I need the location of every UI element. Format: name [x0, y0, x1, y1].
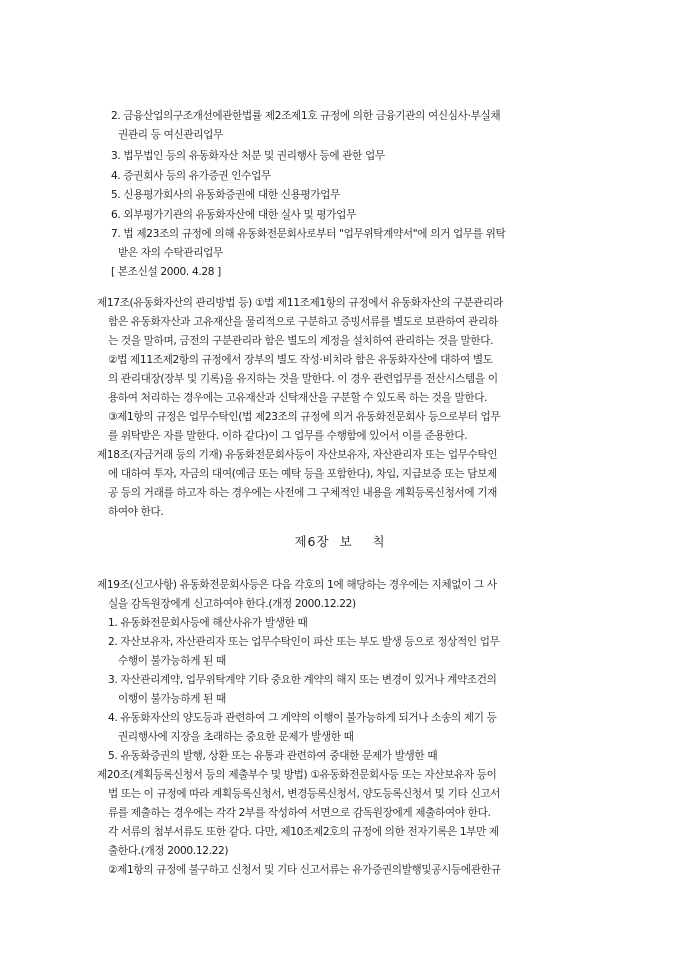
list-item-5: 5. 신용평가회사의 유동화증권에 대한 신용평가업무 [111, 189, 341, 201]
art17-line: 제17조(유동화자산의 관리방법 등) ①법 제11조제1항의 규정에서 유동화자산의 구분관리라 [97, 297, 503, 309]
art19-item: 2. 자산보유자, 자산관리자 또는 업무수탁인이 파산 또는 부도 발생 등으로 정상적인 업무 [108, 636, 500, 648]
art19-line: 제19조(신고사항) 유동화전문회사등은 다음 각호의 1에 해당하는 경우에는 지체없이 그 사 [97, 579, 497, 591]
chapter-heading: 제6장 보 칙 [294, 534, 386, 549]
art17-line: 용하여 처리하는 경우에는 고유재산과 신탁재산을 구분할 수 있도록 하는 것을 말한다. [108, 392, 488, 404]
art19-item-cont: 이행이 불가능하게 된 때 [118, 693, 226, 705]
art17-line: ③제1항의 규정은 업무수탁인(법 제23조의 규정에 의거 유동화전문회사 등으로부터 업무 [108, 411, 501, 423]
art19-item-cont: 권리행사에 지장을 초래하는 중요한 문제가 발생한 때 [118, 731, 354, 743]
list-item-3: 3. 법무법인 등의 유동화자산 처분 및 권리행사 등에 관한 업무 [111, 150, 385, 162]
list-item-2-line1: 2. 금융산업의구조개선에관한법률 제2조제1호 규정에 의한 금융기관의 여신심사·부실채 [111, 110, 501, 122]
art20-line: 제20조(계획등록신청서 등의 제출부수 및 방법) ①유동화전문회사등 또는 자산보유자 등이 [97, 769, 497, 781]
art20-line: 류를 제출하는 경우에는 각각 2부를 작성하여 서면으로 감독원장에게 제출하여야 한다. [108, 807, 491, 819]
art17-line: 는 것을 말하며, 금전의 구분관리라 함은 별도의 계정을 설치하여 관리하는 것을 말한다. [108, 335, 494, 347]
art19-item: 5. 유동화증권의 발행, 상환 또는 유통과 관련하여 중대한 문제가 발생한 때 [108, 750, 438, 762]
art18-line: 공 등의 거래를 하고자 하는 경우에는 사전에 그 구체적인 내용을 계획등록신청서에 기재 [108, 487, 497, 499]
art19-item: 1. 유동화전문회사등에 해산사유가 발생한 때 [108, 617, 308, 629]
art18-line: 에 대하여 투자, 자금의 대여(예금 또는 예탁 등을 포함한다), 차입, 지급보증 또는 담보제 [108, 468, 497, 480]
amendment-note: [ 본조신설 2000. 4.28 ] [111, 266, 221, 278]
art20-line: 법 또는 이 규정에 따라 계획등록신청서, 변경등록신청서, 양도등록신청서 및 기타 신고서 [108, 788, 501, 800]
list-item-2-line2: 권관리 등 여신관리업무 [118, 129, 223, 141]
art19-item: 3. 자산관리계약, 업무위탁계약 기타 중요한 계약의 해지 또는 변경이 있거나 계약조건의 [108, 674, 497, 686]
art19-item: 4. 유동화자산의 양도등과 관련하여 그 계약의 이행이 불가능하게 되거나 소송의 제기 등 [108, 712, 497, 724]
art20-line: 출한다.(개정 2000.12.22) [108, 845, 229, 857]
art19-line: 실을 감독원장에게 신고하여야 한다.(개정 2000.12.22) [108, 598, 356, 610]
art20-line: ②제1항의 규정에 불구하고 신청서 및 기타 신고서류는 유가증권의발행및공시등에관한규 [108, 864, 501, 876]
art19-item-cont: 수행이 불가능하게 된 때 [118, 655, 226, 667]
art18-line: 제18조(자금거래 등의 기재) 유동화전문회사등이 자산보유자, 자산관리자 또는 업무수탁인 [97, 449, 498, 461]
list-item-7-line2: 받은 자의 수탁관리업무 [118, 247, 223, 259]
list-item-6: 6. 외부평가기관의 유동화자산에 대한 실사 및 평가업무 [111, 209, 356, 221]
art17-line: ②법 제11조제2항의 규정에서 장부의 별도 작성·비치라 함은 유동화자산에 대하여 별도 [108, 354, 493, 366]
art20-line: 각 서류의 첨부서류도 또한 같다. 다만, 제10조제2호의 규정에 의한 전자기록은 1부만 제 [108, 826, 499, 838]
list-item-4: 4. 증권회사 등의 유가증권 인수업무 [111, 170, 271, 182]
art17-line: 의 관리대장(장부 및 기록)을 유지하는 것을 말한다. 이 경우 관련업무를 전산시스템을 이 [108, 373, 498, 385]
art18-line: 하여야 한다. [108, 506, 164, 518]
art17-line: 함은 유동화자산과 고유재산을 물리적으로 구분하고 증빙서류를 별도로 보관하여 관리하 [108, 316, 498, 328]
art17-line: 를 위탁받은 자를 말한다. 이하 같다)이 그 업무를 수행함에 있어서 이를 준용한다. [108, 430, 468, 442]
list-item-7-line1: 7. 법 제23조의 규정에 의해 유동화전문회사로부터 "업무위탁계약서"에 의거 업무를 위탁 [111, 228, 506, 240]
